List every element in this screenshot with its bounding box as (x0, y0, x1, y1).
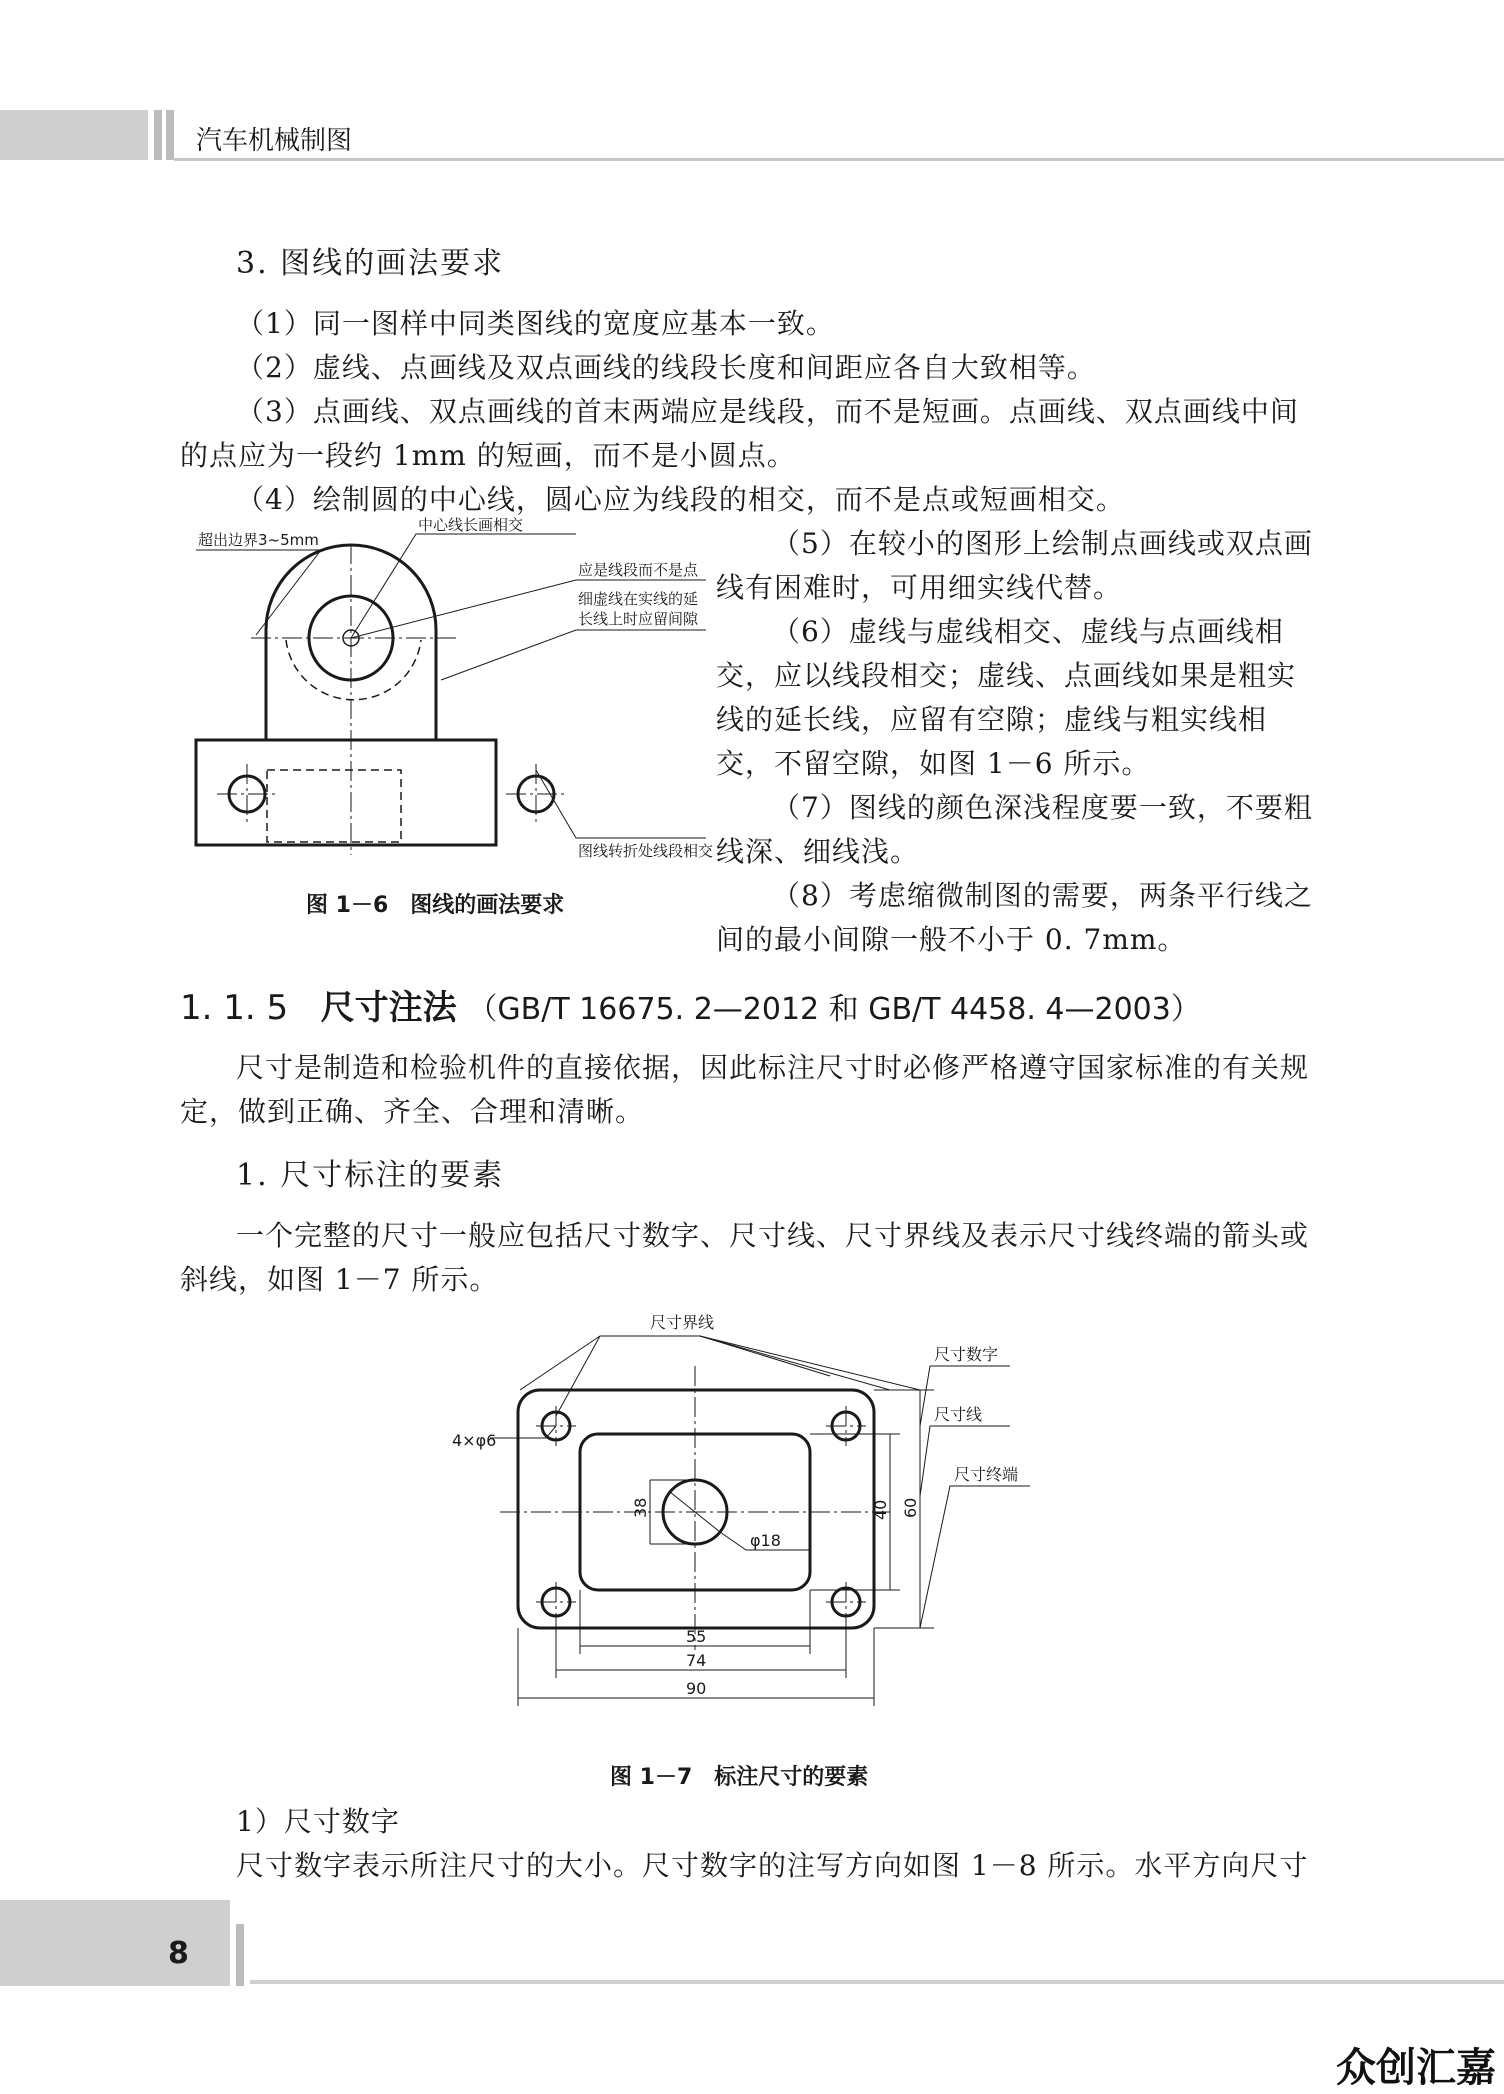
section-name: 尺寸注法 (320, 988, 457, 1028)
paragraph: （7）图线的颜色深浅程度要一致，不要粗线深、细线浅。 (716, 791, 1313, 868)
paragraph: （4）绘制圆的中心线，圆心应为线段的相交，而不是点或短画相交。 (236, 483, 1125, 516)
label-holes: 4×φ6 (452, 1431, 497, 1450)
paragraph: 尺寸数字表示所注尺寸的大小。尺寸数字的注写方向如图 1－8 所示。水平方向尺寸 (236, 1849, 1309, 1882)
leader-exceed (196, 550, 321, 635)
figure-1-7 (450, 1306, 1050, 1736)
leader-extension-c (600, 1336, 920, 1390)
section-heading: 3. 图线的画法要求 (236, 246, 505, 281)
paragraph: 一个完整的尺寸一般应包括尺寸数字、尺寸线、尺寸界线及表示尺寸线终端的箭头或斜线，如图 1－7 所示。 (180, 1219, 1310, 1296)
footer-bar (236, 1924, 244, 1986)
paragraph: （2）虚线、点画线及双点画线的线段长度和间距应各自大致相等。 (236, 351, 1096, 384)
paragraph: （6）虚线与虚线相交、虚线与点画线相交，应以线段相交；虚线、点画线如果是粗实线的延长线，应留有空隙；虚线与粗实线相交，不留空隙，如图 1－6 所示。 (716, 615, 1297, 780)
label-segment-not-dot: 应是线段而不是点 (578, 561, 699, 579)
label-dashed-ext-1: 细虚线在实线的延 (578, 590, 699, 608)
label-center-long: 中心线长画相交 (418, 516, 524, 534)
paragraph: （8）考虑缩微制图的需要，两条平行线之间的最小间隙一般不小于 0. 7mm。 (716, 879, 1313, 956)
paragraph: （3）点画线、双点画线的首末两端应是线段，而不是短画。点画线、双点画线中间的点应为一段约 1mm 的短画，而不是小圆点。 (180, 395, 1299, 472)
figure-1-6 (196, 516, 714, 870)
dim-74: 74 (686, 1651, 707, 1670)
dim-90: 90 (686, 1679, 707, 1698)
paragraph: 尺寸是制造和检验机件的直接依据，因此标注尺寸时必修严格遵守国家标准的有关规定，做到正确、齐全、合理和清晰。 (180, 1051, 1310, 1128)
label-corner: 图线转折处线段相交 (578, 842, 714, 860)
label-dim-line: 尺寸线 (934, 1405, 983, 1424)
footer-band (0, 1900, 230, 1986)
label-dashed-ext-2: 长线上时应留间隙 (578, 610, 699, 628)
leader-center-long (351, 534, 576, 638)
hidden-arc (286, 640, 421, 700)
leader-extension-e (700, 1336, 890, 1390)
leader-dim-terminal (920, 1486, 1030, 1628)
label-dim-number: 尺寸数字 (934, 1345, 999, 1364)
hidden-pocket (267, 770, 401, 842)
figure-caption: 图 1－6 图线的画法要求 (306, 893, 565, 918)
leader-extension-a (520, 1336, 600, 1390)
leader-segment (351, 580, 706, 638)
header-band (0, 110, 148, 160)
label-bore: φ18 (750, 1531, 781, 1550)
subsection-heading: 1）尺寸数字 (236, 1805, 400, 1838)
figure-caption: 图 1－7 标注尺寸的要素 (610, 1765, 869, 1790)
section-standard: （GB/T 16675. 2—2012 和 GB/T 4458. 4—2003） (467, 992, 1201, 1027)
base-plate (196, 740, 496, 845)
leader-corner (536, 770, 706, 838)
paragraph: （5）在较小的图形上绘制点画线或双点画线有困难时，可用细实线代替。 (716, 527, 1313, 604)
footer-rule (250, 1980, 1504, 1984)
leader-dashed-ext (441, 630, 706, 680)
page-number: 8 (168, 1936, 189, 1971)
label-exceed: 超出边界3~5mm (198, 531, 319, 549)
section-title (180, 980, 1201, 1029)
dim-60: 60 (901, 1497, 920, 1518)
label-dim-terminal: 尺寸终端 (954, 1465, 1019, 1484)
watermark: 众创汇嘉 (1336, 2045, 1496, 2091)
subsection-heading: 1. 尺寸标注的要素 (236, 1158, 505, 1193)
dim-55: 55 (686, 1627, 707, 1646)
section-number: 1. 1. 5 (180, 988, 289, 1028)
running-header-title: 汽车机械制图 (196, 126, 353, 156)
dim-38: 38 (631, 1497, 650, 1518)
leader-extension-b (556, 1336, 600, 1416)
header-bar (154, 110, 162, 160)
header-rule (174, 158, 1504, 161)
paragraph: （1）同一图样中同类图线的宽度应基本一致。 (236, 307, 835, 340)
header-bar (166, 110, 174, 160)
label-extension-line: 尺寸界线 (650, 1313, 715, 1332)
dim-40: 40 (871, 1499, 890, 1520)
